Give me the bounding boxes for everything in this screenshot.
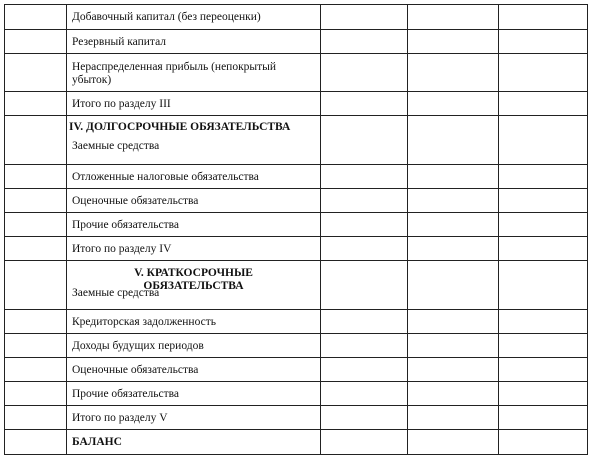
code-cell — [5, 430, 67, 455]
row-label: Доходы будущих периодов — [72, 340, 204, 352]
label-cell — [67, 54, 321, 92]
row-label: Заемные средства — [72, 287, 160, 299]
label-cell — [67, 261, 321, 310]
table-row — [5, 165, 588, 189]
code-cell — [5, 310, 67, 334]
table-row — [5, 310, 588, 334]
value-cell — [408, 5, 499, 30]
value-cell — [321, 5, 408, 30]
value-cell — [499, 237, 588, 261]
label-cell — [67, 116, 321, 165]
value-cell — [408, 165, 499, 189]
row-label: Прочие обязательства — [72, 388, 180, 400]
value-cell — [499, 92, 588, 116]
code-cell — [5, 334, 67, 358]
row-label: Итого по разделу III — [72, 98, 171, 110]
value-cell — [499, 406, 588, 430]
value-cell — [499, 5, 588, 30]
value-cell — [321, 116, 408, 165]
label-cell — [67, 165, 321, 189]
section-heading: IV. ДОЛГОСРОЧНЫЕ ОБЯЗАТЕЛЬСТВА — [69, 121, 291, 133]
code-cell — [5, 382, 67, 406]
table-row — [5, 261, 588, 310]
value-cell — [321, 430, 408, 455]
value-cell — [321, 382, 408, 406]
row-label: Добавочный капитал (без переоценки) — [72, 11, 261, 23]
code-cell — [5, 165, 67, 189]
value-cell — [408, 189, 499, 213]
label-cell — [67, 358, 321, 382]
code-cell — [5, 116, 67, 165]
section-heading-line: V. КРАТКОСРОЧНЫЕ — [134, 267, 253, 279]
table-row — [5, 334, 588, 358]
value-cell — [321, 213, 408, 237]
value-cell — [321, 237, 408, 261]
table-row — [5, 54, 588, 92]
label-cell — [67, 189, 321, 213]
value-cell — [499, 30, 588, 54]
label-cell — [67, 310, 321, 334]
code-cell — [5, 5, 67, 30]
value-cell — [408, 406, 499, 430]
value-cell — [499, 261, 588, 310]
value-cell — [321, 310, 408, 334]
code-cell — [5, 92, 67, 116]
code-cell — [5, 189, 67, 213]
code-cell — [5, 358, 67, 382]
table-row — [5, 5, 588, 30]
row-label: Заемные средства — [72, 140, 160, 152]
label-cell — [67, 382, 321, 406]
label-cell — [67, 213, 321, 237]
value-cell — [408, 30, 499, 54]
table-row — [5, 116, 588, 165]
balance-total-label: БАЛАНС — [72, 436, 122, 448]
value-cell — [408, 237, 499, 261]
table-row — [5, 30, 588, 54]
row-label: Оценочные обязательства — [72, 364, 199, 376]
value-cell — [499, 334, 588, 358]
row-label: Итого по разделу V — [72, 412, 168, 424]
value-cell — [499, 189, 588, 213]
row-label: Резервный капитал — [72, 36, 167, 48]
value-cell — [499, 213, 588, 237]
value-cell — [408, 116, 499, 165]
value-cell — [499, 54, 588, 92]
value-cell — [321, 189, 408, 213]
code-cell — [5, 406, 67, 430]
value-cell — [408, 382, 499, 406]
value-cell — [499, 382, 588, 406]
value-cell — [408, 54, 499, 92]
row-label: Кредиторская задолженность — [72, 316, 216, 328]
table-row — [5, 189, 588, 213]
value-cell — [408, 334, 499, 358]
value-cell — [499, 116, 588, 165]
value-cell — [321, 406, 408, 430]
code-cell — [5, 54, 67, 92]
code-cell — [5, 261, 67, 310]
label-cell — [67, 430, 321, 455]
value-cell — [408, 310, 499, 334]
table-row — [5, 92, 588, 116]
row-label: Отложенные налоговые обязательства — [72, 171, 259, 183]
code-cell — [5, 213, 67, 237]
table-row — [5, 237, 588, 261]
label-cell — [67, 334, 321, 358]
value-cell — [321, 54, 408, 92]
value-cell — [408, 213, 499, 237]
value-cell — [499, 310, 588, 334]
label-cell — [67, 406, 321, 430]
table-row — [5, 406, 588, 430]
value-cell — [321, 358, 408, 382]
value-cell — [499, 430, 588, 455]
value-cell — [408, 92, 499, 116]
value-cell — [499, 165, 588, 189]
balance-table — [4, 4, 588, 455]
value-cell — [321, 261, 408, 310]
label-cell — [67, 5, 321, 30]
label-cell — [67, 92, 321, 116]
label-cell — [67, 30, 321, 54]
value-cell — [408, 261, 499, 310]
value-cell — [321, 30, 408, 54]
value-cell — [321, 92, 408, 116]
row-label: Нераспределенная прибыль (непокрытый убыток) — [72, 61, 277, 86]
row-label: Итого по разделу IV — [72, 243, 172, 255]
row-label: Прочие обязательства — [72, 219, 180, 231]
code-cell — [5, 237, 67, 261]
table-row — [5, 430, 588, 455]
table-row — [5, 358, 588, 382]
value-cell — [321, 165, 408, 189]
value-cell — [499, 358, 588, 382]
table-row — [5, 213, 588, 237]
value-cell — [408, 430, 499, 455]
code-cell — [5, 30, 67, 54]
row-label: Оценочные обязательства — [72, 195, 199, 207]
value-cell — [408, 358, 499, 382]
label-cell — [67, 237, 321, 261]
table-row — [5, 382, 588, 406]
value-cell — [321, 334, 408, 358]
section-heading-line: ОБЯЗАТЕЛЬСТВА — [143, 280, 244, 292]
section-heading — [67, 261, 320, 292]
